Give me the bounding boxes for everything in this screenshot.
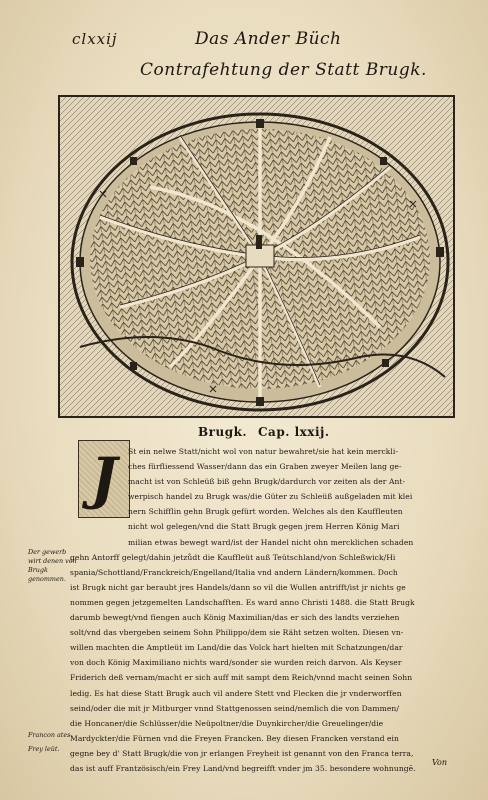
text-line: ledig. Es hat diese Statt Brugk auch vil andere Stett vnd Flecken die jr vnderworffen xyxy=(70,688,402,698)
text-line: gegne bey d' Statt Brugk/die von jr erlangen Freyheit ist genannt von den Franca terra, xyxy=(70,748,414,758)
text-line: solt/vnd das vbergeben seinem Sohn Philippo/dem sie Räht setzen wolten. Diesen vn- xyxy=(70,628,404,638)
text-line: ist Brugk nicht gar beraubt jres Handels/dann so vil die Wullen antrifft/ist jr nichts ge xyxy=(70,582,406,592)
text-line: milian etwas bewegt ward/ist der Handel nicht ohn mercklichen schaden xyxy=(128,537,414,547)
text-line: nicht wol gelegen/vnd die Statt Brugk gegen jrem Herren König Mari xyxy=(128,522,400,532)
woodcut-city-map xyxy=(58,95,455,418)
text-line: werpisch handel zu Brugk was/die Güter zu Schleüß außgeladen mit klei xyxy=(128,492,413,502)
text-line: nommen gegen jetzgemelten Landschafften. Es ward anno Christi 1488. die Statt Brugk xyxy=(70,597,415,607)
text-line: nern Schifflin gehn Brugk gefürt worden. Welches als den Kauffleuten xyxy=(128,507,403,517)
margin-note: Francon ates. xyxy=(28,731,73,739)
text-line: das ist auff Frantzösisch/ein Frey Land/vnd begreifft vnder jm 35. besondere wohnungē. xyxy=(70,763,416,773)
chapter-heading: Cap. lxxij. xyxy=(258,425,330,439)
text-line: darumb bewegt/vnd fiengen auch König Maximilian/das er sich des landts verziehen xyxy=(70,613,400,623)
text-line: spania/Schottland/Franckreich/Engelland/Italia vnd andern Ländern/kommen. Doch xyxy=(70,567,398,577)
running-head: Das Ander Büch xyxy=(195,29,342,49)
text-line: macht ist von Schleüß biß gehn Brugk/dardurch vor zeiten als der Ant- xyxy=(128,477,406,487)
text-line: Mardyckter/die Fürnen vnd die Freyen Francken. Bey diesen Francken verstand ein xyxy=(70,733,399,743)
margin-note: Der gewerb wirt denen von Brugk genommen. xyxy=(28,548,77,583)
catchword: Von xyxy=(432,758,448,767)
text-line: gehn Antorff gelegt/dahin jetzůdt die Kauffleüt auß Teütschland/von Schleßwick/Hi xyxy=(70,552,396,562)
margin-note: Frey leüt. xyxy=(28,745,60,753)
text-line: Friderich deß vernam/macht er sich auff mit sampt dem Reich/vnnd macht seinen Sohn xyxy=(70,673,413,683)
text-line: die Honcaner/die Schlüsser/die Neüpoltner/die Duynkircher/die Greuelinger/die xyxy=(70,718,384,728)
text-line: St ein nelwe Statt/nicht wol von natur bewahret/sie hat kein merckli- xyxy=(128,447,398,456)
bruges-map-illustration xyxy=(60,97,453,416)
belfry-tower xyxy=(256,235,262,249)
text-line: ches fürfliessend Wasser/dann das ein Graben zweyer Meilen lang ge- xyxy=(128,462,402,472)
page-title: Contrafehtung der Statt Brugk. xyxy=(140,60,427,80)
text-line: seind/oder die mit jr Mitburger vnnd Stattgenossen seind/nemlich die von Dammen/ xyxy=(70,703,399,713)
text-line: von doch König Maximiliano nichts ward/sonder sie wurden reich darvon. Als Keyser xyxy=(70,658,402,668)
decorated-initial: J xyxy=(78,440,130,518)
map-caption-city: Brugk. xyxy=(198,425,248,439)
folio-number: clxxij xyxy=(72,30,118,48)
body-text xyxy=(70,444,458,776)
text-line: willen machten die Amptleüt im Land/die das Volck hart hielten mit Schatzungen/dar xyxy=(70,643,403,653)
